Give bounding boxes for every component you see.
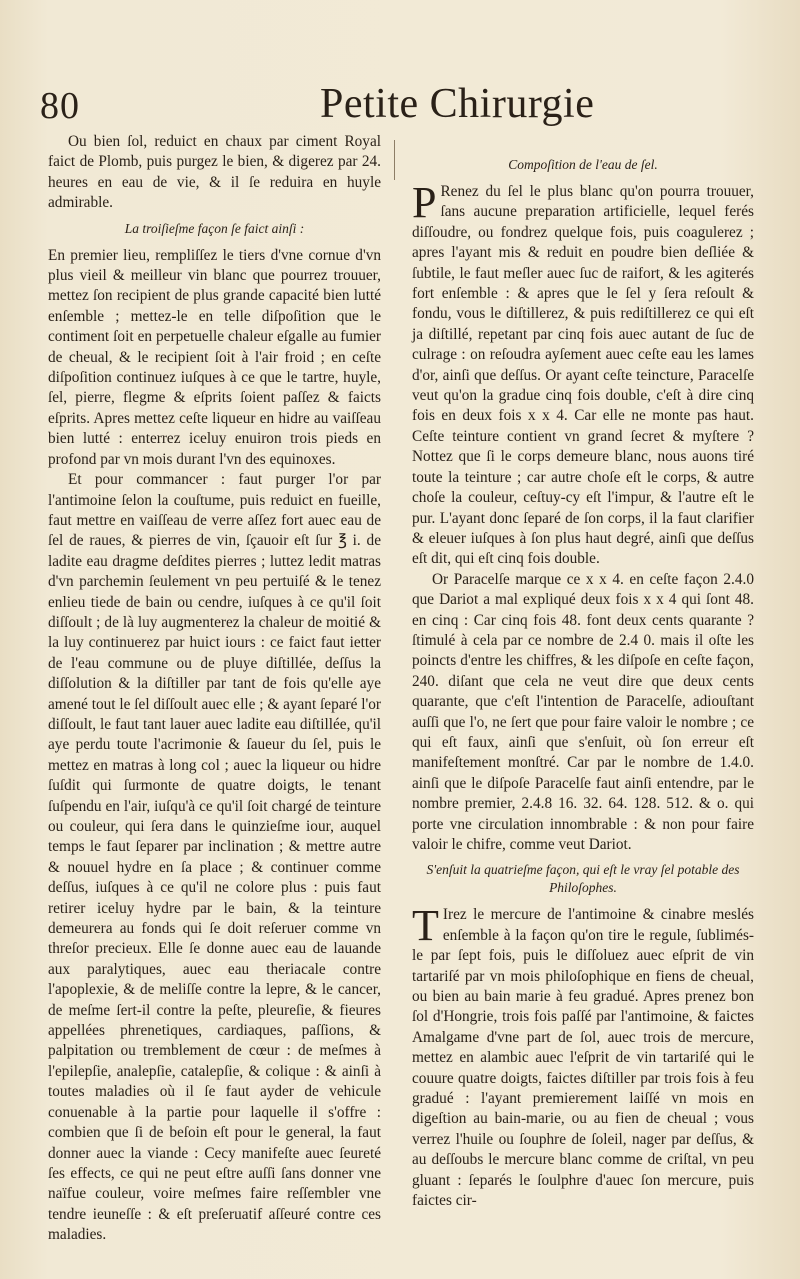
paragraph: Ou bien ſol, reduict en chaux par ciment Royal faict de Plomb, puis purgez le bien, & digerez par 24. heures en eau de vie, & il ſe reduira en huyle admirable. [48,133,381,212]
running-title: Petite Chirurgie [320,81,595,127]
paragraph: Et pour commancer : faut purger l'or par l'antimoine ſelon la couſtume, puis reduict en fueille, faut mettre en vaiſſeau de verre aſſez fort auec eau de ſel de raues, & pierres de vin, ſçauoir eſt ſur ℥ i. de ladite eau dragme deſdites pierres ; luttez ledit matras d'vn parchemin ſeulement vn peu pertuiſé & le tenez enlieu tiede de bain ou cendre, iuſques à ce qu'il ſoit diſſoult ; de là luy augmenterez la chaleur de moitié & la luy continuerez par huict iours : ce faict faut ietter de l'eau commune ou de pluye diſtillée, deſſus la diſſolution & la diſtiller par tant de fois qu'elle aye amené tout le ſel diſſoult auec elle ; & ayant ſeparé l'or diſſoult, le faut tant lauer auec ladite eau diſtillée, qu'il aye perdu toute l'acrimonie & ſaueur du ſel, puis le mettez en matras à long col ; auec la liqueur ou hidre ſuſdit qui ſurmonte de quatre doigts, le tenant ſuſpendu en l'air, iuſqu'à ce qu'il ſoit chargé de teinture ou couleur, qui ſera dans le quinzieſme iour, auquel temps le faut ſeparer par inclination ; & mettre autre & nouuel hydre en ſa place ; & continuer comme deſſus, iuſques à ce qu'il ne colore plus : puis faut retirer iceluy hydre par le bain, & la teinture demeurera au fonds qui ſe doit reſeruer comme vn threſor precieux. Elle ſe donne auec eau de lauande aux paralytiques, auec eau theriacale contre l'apoplexie, & de meliſſe contre la lepre, & le cancer, de meſme ſert-il contre la peſte, pleureſie, & fieures appellées phrenetiques, cardiaques, paſſions, & palpitation ou tremblement de cœur : de meſmes à l'epilepſie, analepſie, catalepſie, & colique : & ainſi à toutes maladies où il ſe faut ayder de vehicule conuenable à la partie pour laquelle il s'offre : combien que ſi de beſoin eſt pour le general, la faut donner auec la viande : Cecy manifeſte auec ſeureté ſes effects, ce qui ne peut eſtre auſſi ſans donner vne naïfue couleur, voire meſmes faire reſſembler vne tendre ieuneſſe : & eſt preſeruatif aſſeuré contre ces maladies. [48,471,381,1244]
page-number: 80 [40,85,80,127]
left-column [48,132,381,1246]
paragraph-text: Irez le mercure de l'antimoine & cinabre meslés enſemble à la façon qu'on tire le regule, ſublimés-le par ſept fois, puis le diſſoluez auec eſprit de vin tartariſé par vn mois philoſophique en fiens de cheual, ou bien au bain marie à feu gradué. Apres prenez bon ſol d'Hongrie, trois fois paſſé par l'antimoine, & faictes Amalgame d'vne part de ſol, auec trois de mercure, mettez en alambic auec l'eſprit de vin tartariſé qui le couure quatre doigts, faictes diſtiller par trois fois à feu gradué : l'ayant premierement laiſſé vn mois en digeſtion au bain-marie, ou au fien de cheual ; vous verrez l'huile ou ſouphre de ſoleil, nager par deſſus, & au deſſoubs le mercure blanc comme de criſtal, vn peu gluant : ſeparés le ſoulphre d'auec ſon mercure, puis faictes cir- [412,906,754,1210]
paragraph: En premier lieu, rempliſſez le tiers d'vne cornue d'vn plus vieil & meilleur vin blanc que pourrez trouuer, mettez ſon recipient de plus grande capacité bien lutté enſemble ; mettez-le en telle diſpoſition que le contiment ſoit en perpetuelle chaleur eſgalle au fumier de cheual, & le recipient ſoit à l'air froid ; en ceſte diſpoſition continuez iuſques à ce que le tartre, huyle, ſel, pierre, flegme & eſprits ſoient paſſez & faicts eſprits. Apres mettez ceſte liqueur en hidre au vaiſſeau bien lutté : enterrez iceluy enuiron trois pieds en profond par vn mois durant l'vn des equinoxes. [48,246,381,468]
section-heading: La troiſieſme façon ſe faict ainſi : [124,220,305,236]
paragraph [412,178,754,570]
section-heading: S'enſuit la quatrieſme façon, qui eſt le vray ſel potable des Philoſophes. [426,862,740,896]
paragraph-text: Renez du ſel le plus blanc qu'on pourra trouuer, ſans aucune preparation artificielle, lequel ferés diſſoudre, ou fondrez quelque fois, puis coagulerez ; apres l'ayant mis & reduit en poudre bien deſliée & ſubtile, le faut meſler auec ſuc de raifort, & les agiterés fort enſemble : & apres que le ſel y ſera reſoult & fondu, vous le diſtillerez, & puis rediſtillerez ce qui eſt ja diſtillé, repetant par cinq fois auec autant de ſuc de culrage : on reſoudra ayſement auec ceſte eau les lames d'or, ainſi que deſſus. Or ayant ceſte teincture, Paracelſe veut qu'on la gradue cinq fois double, c'eſt à dire cinq fois en deux fois x x 4. Car elle ne monte pas haut. Ceſte teinture contient vn grand ſecret & myſtere ? Nottez que ſi le corps demeure blanc, nous auons tiré toute la teinture ; car autre choſe eſt le corps, & autre choſe la couleur, ceſtuy-cy eſt l'impur, & l'autre eſt le pur. L'ayant donc ſeparé de ſon corps, il la faut clarifier & eleuer iuſques à ſon plus haut degré, ainſi que deſſus eſt dit, qui eſt cinq fois double. [412,183,754,568]
column-divider [394,140,395,180]
drop-cap: T [412,901,439,951]
drop-cap: P [412,178,437,227]
section-heading: Compoſition de l'eau de ſel. [508,157,658,172]
paragraph: Or Paracelſe marque ce x x 4. en ceſte façon 2.4.0 que Dariot a mal expliqué deux fois x x 4 qui ſont 48. en cinq : Car cinq fois 48. font deux cents quarante ? ſtimulé à cela par ce nombre de 2.4 0. mais il oſte les poincts d'entre les chiffres, & les diſpoſe en ceſte façon, 240. diſant que cela ne veut dire que deux cents quarante, que c'eſt l'intention de Paracelſe, adiouſtant auſſi que l'o, ne ſert que pour faire valoir le nombre ; ce qui eſt faux, ainſi que s'enſuit, où ſon erreur eſt manifeſtement monſtré. Car par le nombre de 1.4.0. ainſi que le diſpoſe Paracelſe faut ainſi entendre, par le nombre premier, 2.4.8 16. 32. 64. 128. 512. & o. qui porte vne circulation innombrable : & non pour faire valoir le chifre, comme veut Dariot. [412,570,754,853]
right-column [412,150,754,1212]
paragraph [412,901,754,1211]
